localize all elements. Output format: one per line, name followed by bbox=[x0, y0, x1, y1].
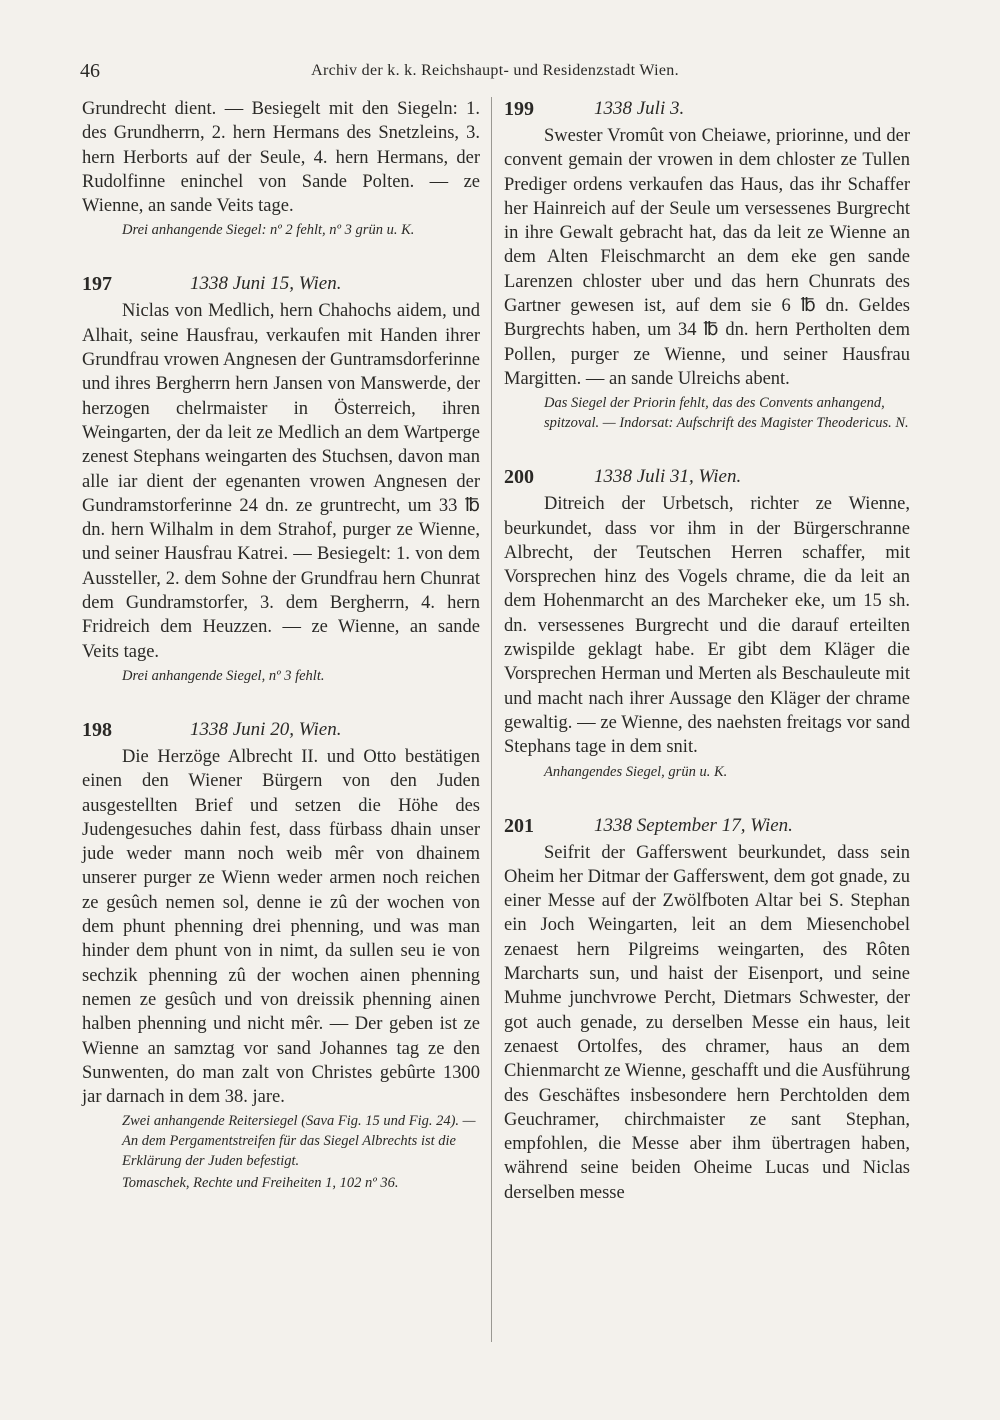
entry-number: 199 bbox=[504, 98, 534, 120]
right-column bbox=[504, 97, 910, 1205]
entry-number: 201 bbox=[504, 814, 534, 837]
entry-date: 1338 September 17, Wien. bbox=[594, 814, 793, 836]
entry-text: Ditreich der Urbetsch, richter ze Wienne, beurkundet, dass vor ihm in der Bürgerschranne Albrecht, der Teutschen Herren schaffer, mit Vorsprechen hinz des Vogels chrame, die da leit an dem Hohenmarcht an des Marcheker eke, um 15 sh. dn. versessenes Burgrecht und die darauf erteilten zwispilde geklagt habe. Er gibt dem Kläger die Vorsprechen Herman und Merten als Beschauleute mit und macht nach ihrer Aussage den Kläger der chrame gewaltig. — ze Wienne, des naehsten freitags vor sand Stephans tage in dem snit. bbox=[504, 494, 910, 758]
entry-date: 1338 Juni 15, Wien. bbox=[190, 273, 342, 295]
entry-note: Anhangendes Siegel, grün u. K. bbox=[544, 763, 728, 780]
entry-date: 1338 Juni 20, Wien. bbox=[190, 718, 342, 740]
page-number: 46 bbox=[80, 60, 100, 82]
entry-note: Das Siegel der Priorin fehlt, das des Convents anhangend, spitzoval. — Indorsat: Aufschrift des Magister Theodericus. N. bbox=[544, 395, 909, 432]
entry-197 bbox=[82, 272, 480, 685]
continuation-note: Drei anhangende Siegel: nº 2 fehlt, nº 3 grün u. K. bbox=[122, 222, 415, 239]
entry-number: 200 bbox=[504, 466, 534, 489]
entry-text: Niclas von Medlich, hern Chahochs aidem, und Alhait, seine Hausfrau, verkaufen mit Handen ihrer Grundfrau vrowen Angnesen der Guntramsdorferinne und ihres Bergherrn hern Jansen von Manswerde, der herzogen chelrmaister in Österreich, ihren Weingarten, der da leit ze Medlich an dem Wartperge zenest Stephans weingarten des Stuchsen, davon man alle iar dient der egenanten vrowen Angnesen der Gundramstorferinne 24 dn. ze gruntrecht, um 33 ℔ dn. hern Wilhalm in dem Strahof, purger ze Wienne, und seiner Hausfrau Katrei. — Besiegelt: 1. von dem Aussteller, 2. dem Sohne der Grundfrau hern Chunrat dem Gundramstorfer, 3. dem Bergherrn, 4. hern Fridreich dem Heuzzen. — ze Wienne, an sande Veits tage. bbox=[82, 301, 480, 662]
page-header bbox=[80, 60, 910, 90]
left-column bbox=[82, 97, 480, 1193]
entry-date: 1338 Juli 3. bbox=[594, 98, 685, 119]
entry-text: Die Herzöge Albrecht II. und Otto bestätigen einen den Wiener Bürgern von den Juden ausgestellten Brief und setzen die Höhe des Judengesuches dahin fest, dass fürbass dhain unser jude weder mann noch weib mêr von dhainem unserer purger ze Wienn weder armen noch reichen ze gesûch nemen sol, denne ie zû der wochen von dem phunt phenning drei phenning, und was man hinder dem phunt von in nimt, da sullen seu ie von sechzik phenning zû der wochen ainen phenning nemen ze gesûch und von dreissik phenning ainen halben phenning und nicht mêr. — Der geben ist ze Wienne an samztag vor sand Johannes tag ze den Sunwenten, do man zalt von Christes gebûrte 1300 jar darnach in dem 38. jare. bbox=[82, 746, 480, 1108]
entry-note: Zwei anhangende Reitersiegel (Sava Fig. 15 und Fig. 24). — An dem Pergamentstreifen für das Siegel Albrechts ist die Erklärung der Juden befestigt. bbox=[122, 1113, 476, 1170]
entry-note: Drei anhangende Siegel, nº 3 fehlt. bbox=[122, 667, 325, 684]
entry-199 bbox=[504, 97, 910, 433]
entry-number: 198 bbox=[82, 718, 112, 741]
entry-198 bbox=[82, 718, 480, 1193]
entry-201 bbox=[504, 814, 910, 1205]
entry-number: 197 bbox=[82, 273, 112, 296]
entry-text: Seifrit der Gafferswent beurkundet, dass sein Oheim her Ditmar der Gafferswent, dem got gnade, zu einer Messe auf der Zwölfboten Altar bei S. Stephan ein Joch Weingarten, leit an dem Miesenchobel zenaest hern Pilgreims weingarten, des Rôten Marcharts sun, und haist der Eisenport, und seine Muhme junchvrowe Percht, Dietmars Schwester, der got auch genade, zu derselben Messe ein haus, leit zenaest Ortolfes, des chramer, haus an dem Chienmarcht ze Wienne, geschafft und die Ausführung des Geschäftes insbesondere hern Perchtolden dem Geuchramer, chirchmaister ze sant Stephan, empfohlen, die Messe aber ihm übertragen haben, während seine beiden Oheime Lucas und Niclas derselben messe bbox=[504, 842, 910, 1203]
running-head: Archiv der k. k. Reichshaupt- und Residenzstadt Wien. bbox=[311, 62, 679, 79]
entry-citation: Tomaschek, Rechte und Freiheiten 1, 102 nº 36. bbox=[122, 1175, 399, 1192]
entry-200 bbox=[504, 465, 910, 781]
continuation-text: Grundrecht dient. — Besiegelt mit den Siegeln: 1. des Grundherrn, 2. hern Hermans des Snetzleins, 3. hern Herborts auf der Seule, 4. hern Hermans, der Rudolfinne eninchel von Sande Polten. — ze Wienne, an sande Veits tage. bbox=[82, 99, 480, 217]
column-divider bbox=[491, 97, 492, 1342]
entry-text: Swester Vromût von Cheiawe, priorinne, und der convent gemain der vrowen in dem chloster ze Tullen Prediger ordens verkaufen das Haus, das ihr Schaffer her Hainreich auf der Seule um versessenes Burgrecht in ihre Gewalt gebracht hat, das da leit ze Wienne an dem Alten Fleischmarcht an dem eke gen sande Larenzen chloster uber und das hern Chunrats des Gartner gewesen ist, auf dem sie 6 ℔ dn. Geldes Burgrechts haben, um 34 ℔ dn. hern Pertholten dem Pollen, purger ze Wienne, und seiner Hausfrau Margitten. — an sande Ulreichs abent. bbox=[504, 126, 910, 389]
entry-date: 1338 Juli 31, Wien. bbox=[594, 466, 742, 488]
